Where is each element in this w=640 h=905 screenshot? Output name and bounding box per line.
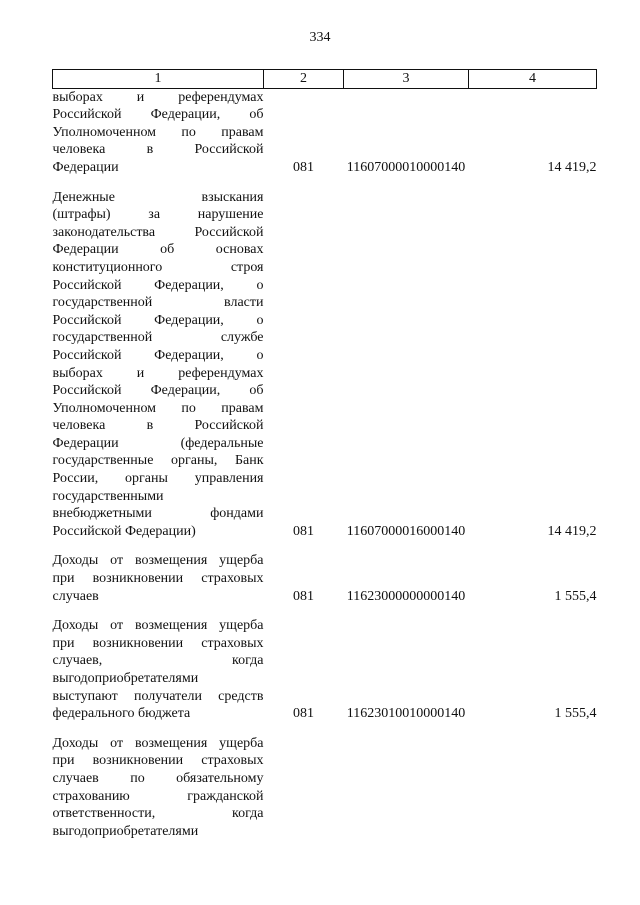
description-line: государственные органы, Банк — [52, 453, 264, 469]
header-col-4: 4 — [469, 70, 597, 89]
amount: 14 419,2 — [547, 159, 597, 175]
page-number: 334 — [309, 30, 331, 45]
description-line: Доходы от возмещения ущерба — [52, 618, 264, 634]
description-line: государственными — [52, 488, 164, 504]
description-line: федерального бюджета — [52, 706, 191, 722]
header-row — [53, 70, 597, 89]
admin-code: 081 — [293, 706, 314, 722]
description-line: Денежные взыскания — [52, 189, 264, 205]
description-line: Федерации — [52, 159, 119, 175]
income-description — [53, 189, 264, 553]
description-line: Российской Федерации, о — [52, 347, 264, 363]
description-line: выборах и референдумах — [52, 365, 264, 381]
description-line: выборах и референдумах — [52, 89, 264, 105]
description-line: государственной власти — [52, 295, 264, 311]
amount: 1 555,4 — [554, 706, 597, 722]
admin-code: 081 — [293, 523, 314, 539]
description-line: выгодоприобретателями — [52, 671, 199, 686]
amount — [469, 735, 597, 841]
description-line: конституционного строя — [52, 259, 264, 275]
description-line: выступают получатели средств — [52, 688, 264, 704]
admin-code: 081 — [293, 159, 314, 175]
description-line: случаев, когда — [52, 653, 264, 669]
budget-classification-code: 11607000010000140 — [346, 159, 466, 175]
income-description — [53, 617, 264, 735]
header-col-1: 1 — [53, 70, 264, 89]
description-line: законодательства Российской — [52, 224, 264, 240]
description-line: Российской Федерации, об — [52, 383, 264, 399]
income-description — [53, 735, 264, 841]
header-col-3: 3 — [344, 70, 469, 89]
description-line: Доходы от возмещения ущерба — [52, 735, 264, 751]
description-line: при возникновении страховых — [52, 753, 264, 769]
description-line: Федерации об основах — [52, 242, 264, 258]
budget-table — [52, 69, 597, 840]
description-line: при возникновении страховых — [52, 635, 264, 651]
description-line: человека в Российской — [52, 142, 264, 158]
admin-code: 081 — [293, 588, 314, 604]
description-line: Доходы от возмещения ущерба — [52, 553, 264, 569]
description-line: человека в Российской — [52, 418, 264, 434]
description-line: случаев — [52, 588, 99, 604]
description-line: случаев по обязательному — [52, 770, 264, 786]
budget-classification-code — [344, 735, 469, 841]
income-description — [53, 88, 264, 188]
description-line: Уполномоченном по правам — [52, 400, 264, 416]
table-row — [53, 88, 597, 188]
budget-classification-code: 11623010010000140 — [346, 706, 466, 722]
description-line: Уполномоченном по правам — [52, 124, 264, 140]
description-line: Российской Федерации, о — [52, 312, 264, 328]
amount: 14 419,2 — [547, 523, 597, 539]
description-line: Российской Федерации, об — [52, 107, 264, 123]
amount: 1 555,4 — [554, 588, 597, 604]
description-line: Российской Федерации, о — [52, 277, 264, 293]
description-line: внебюджетными фондами — [52, 506, 264, 522]
description-line: Федерации (федеральные — [52, 435, 264, 451]
header-col-2: 2 — [264, 70, 344, 89]
description-line: страхованию гражданской — [52, 788, 264, 804]
description-line: Российской Федерации) — [52, 523, 196, 539]
admin-code — [264, 735, 344, 841]
description-line: выгодоприобретателями — [52, 823, 199, 839]
description-line: России, органы управления — [52, 471, 264, 487]
table-row — [53, 735, 597, 841]
table-row — [53, 617, 597, 735]
description-line: при возникновении страховых — [52, 571, 264, 587]
budget-classification-code: 11623000000000140 — [346, 588, 466, 604]
description-line: (штрафы) за нарушение — [52, 207, 264, 223]
table-row — [53, 189, 597, 553]
income-description — [53, 552, 264, 617]
budget-classification-code: 11607000016000140 — [346, 523, 466, 539]
description-line: ответственности, когда — [52, 806, 264, 822]
description-line: государственной службе — [52, 330, 264, 346]
table-row — [53, 552, 597, 617]
